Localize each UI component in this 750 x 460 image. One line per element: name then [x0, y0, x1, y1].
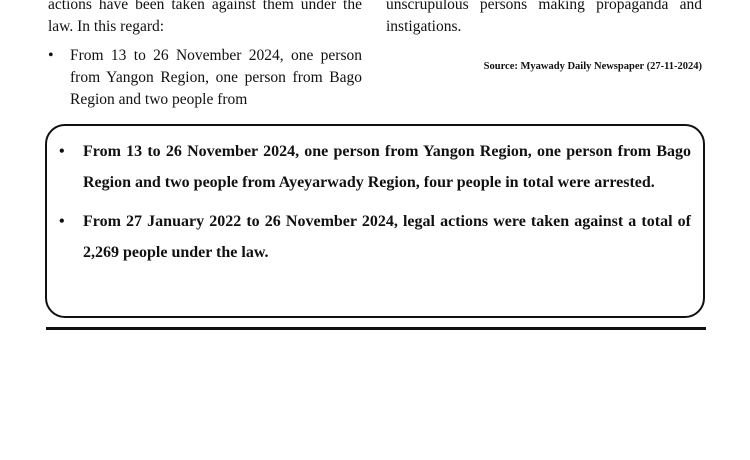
left-bullet-item: • From 13 to 26 November 2024, one person from Yangon Region, one person from Bago Region and two people from [48, 45, 362, 111]
summary-list [59, 136, 691, 268]
divider-line [46, 327, 706, 330]
right-paragraph: unscrupulous persons making propaganda and instigations. [386, 0, 702, 35]
left-column [48, 0, 362, 111]
left-bullet-list [48, 45, 362, 111]
right-column [386, 0, 702, 38]
summary-item-arrests: • From 13 to 26 November 2024, one person from Yangon Region, one person from Bago Region and two people from Ayeyarwady Region, four people in total were arrested. [59, 136, 691, 198]
source-citation: Source: Myawady Daily Newspaper (27-11-2024) [483, 61, 702, 72]
summary-box [45, 124, 705, 318]
left-intro-paragraph: actions have been taken against them under the law. In this regard: [48, 0, 362, 35]
summary-item-legal-actions: • From 27 January 2022 to 26 November 2024, legal actions were taken against a total of 2,269 people under the law. [59, 206, 691, 268]
